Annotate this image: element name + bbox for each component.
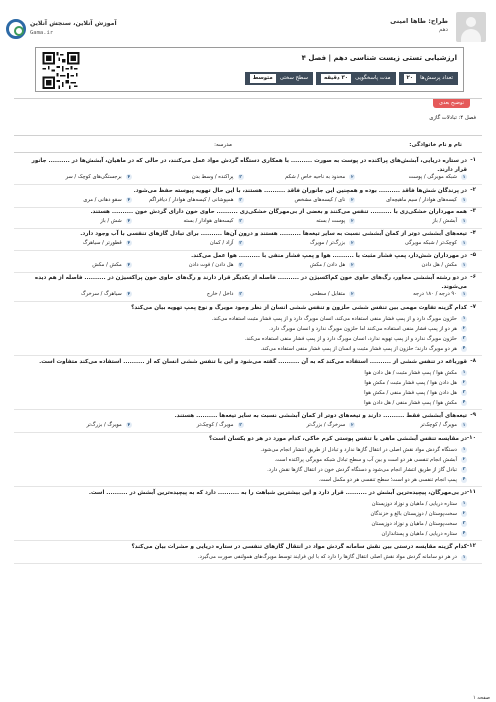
question-item bbox=[14, 358, 482, 410]
option-text: دستگاه گردش مواد نقش اصلی در انتقال گازها ندارد و تبادل از طریق انتشار انجام می‌شود. bbox=[260, 446, 457, 453]
section-bar bbox=[14, 98, 482, 107]
option-text: سخت‌پوستان / ماهیان و نوزاد دوزیستان bbox=[371, 520, 457, 527]
answer-option[interactable] bbox=[244, 240, 356, 247]
option-number-badge: ۲ bbox=[350, 291, 354, 297]
option-number-badge: ۳ bbox=[239, 240, 242, 246]
designer-block bbox=[390, 17, 448, 34]
options-row bbox=[20, 197, 467, 204]
answer-option[interactable] bbox=[355, 197, 467, 204]
designer-name: طراح: طاها امینی bbox=[390, 17, 448, 25]
option-number-badge: ۴ bbox=[127, 291, 131, 297]
answer-option[interactable] bbox=[20, 553, 467, 562]
option-text: آبشش انجام تنفسی هر دو است و بین آب و سطح تبادل شبکه مویرگی پراکنده است. bbox=[274, 456, 457, 463]
chip-difficulty bbox=[245, 72, 313, 85]
option-number-badge: ۳ bbox=[462, 467, 466, 473]
question-number: ۹- bbox=[470, 412, 476, 418]
chip-value: متوسط bbox=[250, 74, 276, 83]
option-number-badge: ۲ bbox=[350, 174, 354, 180]
question-item bbox=[14, 252, 482, 273]
option-text: مکش هوا / پمپ فشار مثبت / هل دادن هوا bbox=[364, 369, 457, 376]
option-number-badge: ۳ bbox=[239, 262, 242, 268]
option-number-badge: ۱ bbox=[462, 262, 466, 268]
option-number-badge: ۲ bbox=[462, 326, 466, 332]
question-number: ۸- bbox=[470, 358, 476, 364]
question-stem: در ستاره دریایی، آبشش‌های پراکنده در پوست به صورت .......... با همکاری دستگاه گردش مواد عمل می‌کنند، در حالی که در ماهیان، آبشش‌ها در .......... جانور قرار دارند. bbox=[31, 158, 467, 173]
question-number: ۱۰- bbox=[466, 435, 476, 441]
option-number-badge: ۳ bbox=[462, 521, 466, 527]
question-number: ۵- bbox=[470, 252, 476, 258]
options-list bbox=[20, 445, 467, 485]
chip-label: مدت پاسخگویی bbox=[355, 75, 391, 82]
question-item bbox=[14, 157, 482, 185]
grade-label: دهم bbox=[438, 27, 448, 34]
question-number: ۲- bbox=[470, 187, 476, 193]
answer-option[interactable] bbox=[20, 334, 467, 344]
option-number-badge: ۴ bbox=[462, 346, 466, 352]
answer-option[interactable] bbox=[20, 291, 132, 298]
options-list bbox=[20, 553, 467, 562]
question-stem: کدام گزینه تفاوت مهمی بین تنفس ششی حلزون و تنفس ششی انسان از نظر وجود مویرگ و نوع پمپ تهویه بیان می‌کند؟ bbox=[131, 305, 467, 311]
option-text: حلزون مویرگ ندارد و از پمپ تهویه ندارد، انسان مویرگ دارد و از پمپ فشار منفی استفاده می‌کند. bbox=[244, 335, 457, 342]
answer-option[interactable] bbox=[20, 455, 467, 465]
avatar bbox=[456, 12, 486, 42]
option-text: مکش / هل دادن bbox=[421, 262, 457, 268]
option-text: در هر دو سامانه گردش مواد نقش اصلی انتقال گازها را دارد که با این فرایند توسط مویرگ‌های همولنفی صورت می‌گیرد. bbox=[197, 554, 457, 561]
option-number-badge: ۲ bbox=[350, 422, 354, 428]
answer-option[interactable] bbox=[20, 398, 467, 408]
option-number-badge: ۲ bbox=[462, 457, 466, 463]
answer-option[interactable] bbox=[20, 509, 467, 519]
option-number-badge: ۲ bbox=[350, 262, 354, 268]
answer-option[interactable] bbox=[132, 262, 244, 269]
answer-option[interactable] bbox=[20, 368, 467, 378]
option-number-badge: ۱ bbox=[462, 240, 466, 246]
question-number: ۱۱- bbox=[466, 489, 476, 495]
option-text: حلزون مویرگ دارد و از پمپ فشار منفی استفاده می‌کند، انسان مویرگ دارد و از پمپ فشار مثبت استفاده می‌کند. bbox=[211, 315, 457, 322]
options-row bbox=[20, 218, 467, 225]
question-item bbox=[14, 187, 482, 208]
section-tag[interactable]: توضیح بعدی bbox=[433, 99, 470, 108]
option-number-badge: ۴ bbox=[127, 197, 131, 203]
option-number-badge: ۴ bbox=[127, 422, 131, 428]
option-number-badge: ۱ bbox=[462, 174, 466, 180]
brand-slogan: آموزش آنلاین، سنجش آنلاین bbox=[30, 20, 117, 27]
option-number-badge: ۴ bbox=[462, 531, 466, 537]
exam-info-box bbox=[35, 47, 464, 92]
question-stem: قورباغه در تنفس ششی از .......... استفاده می‌کند که به آن .......... گفته می‌شود و این با تنفس ششی انسان که از .......... استفاده می‌کند متفاوت است. bbox=[39, 359, 467, 365]
answer-option[interactable] bbox=[355, 422, 467, 429]
answer-option[interactable] bbox=[132, 240, 244, 247]
option-number-badge: ۲ bbox=[462, 380, 466, 386]
option-number-badge: ۱ bbox=[462, 554, 466, 560]
question-stem: در دو رشته آبششی مجاور، رگ‌های حاوی خون کم‌اکسیژن در .......... فاصله از یکدیگر قرار دارند و رگ‌های حاوی خون پراکسیژن در .......... فاصله از هم دیده می‌شوند. bbox=[34, 275, 467, 290]
option-number-badge: ۲ bbox=[350, 197, 354, 203]
answer-option[interactable] bbox=[20, 240, 132, 247]
question-item bbox=[14, 208, 482, 229]
question-stem: در مقایسه تنفس آبششی ماهی با تنفس پوستی کرم خاکی، کدام مورد در هر دو یکسان است؟ bbox=[209, 436, 467, 442]
options-row bbox=[20, 174, 467, 181]
option-text: پراکنده / وسط بدن bbox=[191, 174, 234, 180]
answer-option[interactable] bbox=[244, 291, 356, 298]
answer-option[interactable] bbox=[20, 174, 132, 181]
options-list bbox=[20, 368, 467, 408]
answer-option[interactable] bbox=[20, 529, 467, 539]
question-item bbox=[14, 412, 482, 433]
question-item bbox=[14, 489, 482, 541]
option-text: قطورتر / سیاهرگ bbox=[82, 240, 122, 246]
page-header bbox=[0, 0, 496, 46]
answer-option[interactable] bbox=[20, 324, 467, 334]
option-text: مکش هوا / پمپ فشار منفی / هل دادن هوا bbox=[364, 399, 457, 406]
question-stem: در مهرداران شش‌دار، پمپ فشار مثبت با .......... هوا و پمپ فشار منفی با .......... هوا عمل می‌کند. bbox=[191, 253, 467, 259]
question-number: ۴- bbox=[470, 230, 476, 236]
option-number-badge: ۲ bbox=[462, 511, 466, 517]
answer-option[interactable] bbox=[20, 314, 467, 324]
option-text: مویرگ / بزرگ‌تر bbox=[86, 422, 122, 428]
option-text: مویرگ / کوچک‌تر bbox=[196, 422, 234, 428]
answer-option[interactable] bbox=[244, 262, 356, 269]
answer-option[interactable] bbox=[20, 218, 132, 225]
option-text: آزاد / کمان bbox=[209, 240, 234, 246]
question-stem: همه مهرداران خشکی‌زی با .......... تنفس می‌کنند و بعضی از بی‌مهرگان خشکی‌زی .......... حاوی خون دارای گردش خون .......... هستند. bbox=[90, 209, 467, 215]
option-text: سخت‌پوستان / دوزیستان بالغ و خزندگان bbox=[370, 510, 457, 517]
option-number-badge: ۴ bbox=[127, 262, 131, 268]
answer-option[interactable] bbox=[20, 197, 132, 204]
option-number-badge: ۱ bbox=[462, 218, 466, 224]
option-text: کیسه‌های هوادار / سیم ماهیچه‌ای bbox=[386, 197, 457, 203]
option-number-badge: ۳ bbox=[239, 174, 242, 180]
brand-block bbox=[30, 20, 117, 37]
chip-value: ۲۰ bbox=[404, 74, 417, 83]
name-field-label: نام و نام خانوادگی: bbox=[409, 142, 462, 148]
option-text: محدود به ناحیه خاص / شکم bbox=[285, 174, 346, 180]
option-number-badge: ۴ bbox=[462, 477, 466, 483]
question-stem: کدام گزینه مقایسه درستی بین نقش سامانه گردش مواد در انتقال گازهای تنفسی در ستاره دریایی و حشرات بیان می‌کند؟ bbox=[131, 544, 467, 550]
option-number-badge: ۳ bbox=[462, 390, 466, 396]
option-number-badge: ۱ bbox=[462, 501, 466, 507]
option-number-badge: ۱ bbox=[462, 291, 466, 297]
option-text: ستاره دریایی / ماهیان و نوزاد دوزیستان bbox=[371, 500, 457, 507]
question-number: ۱۲- bbox=[466, 543, 476, 549]
answer-option[interactable] bbox=[20, 388, 467, 398]
option-number-badge: ۴ bbox=[462, 400, 466, 406]
qr-code-icon[interactable] bbox=[42, 52, 80, 89]
answer-option[interactable] bbox=[355, 174, 467, 181]
school-field-label: مدرسه: bbox=[214, 142, 232, 148]
brand-url: Gama.ir bbox=[30, 29, 54, 36]
option-number-badge: ۲ bbox=[350, 240, 354, 246]
answer-option[interactable] bbox=[244, 174, 356, 181]
chip-label: تعداد پرسش‌ها bbox=[420, 75, 453, 82]
options-row bbox=[20, 291, 467, 298]
question-item bbox=[14, 304, 482, 356]
question-number: ۷- bbox=[470, 304, 476, 310]
option-number-badge: ۱ bbox=[462, 447, 466, 453]
question-number: ۱- bbox=[470, 157, 476, 163]
answer-option[interactable] bbox=[20, 262, 132, 269]
option-number-badge: ۴ bbox=[127, 218, 131, 224]
option-text: شبکه مویرگی / پوست bbox=[408, 174, 457, 180]
question-item bbox=[14, 543, 482, 564]
option-text: کوچک‌تر / شبکه مویرگی bbox=[404, 240, 457, 246]
chip-duration bbox=[316, 72, 396, 85]
option-number-badge: ۱ bbox=[462, 197, 466, 203]
chip-question-count bbox=[399, 72, 459, 85]
option-number-badge: ۳ bbox=[239, 218, 242, 224]
option-number-badge: ۱ bbox=[462, 316, 466, 322]
option-text: پمپ انجام تنفسی هر دو است؛ سطح تنفسی هر دو مکمل است. bbox=[318, 476, 457, 483]
option-text: هر دو از پمپ فشار منفی استفاده می‌کنند اما حلزون مویرگ ندارد و انسان مویرگ دارد. bbox=[269, 325, 457, 332]
option-text: آبشش / باز bbox=[432, 218, 457, 224]
option-number-badge: ۴ bbox=[127, 174, 131, 180]
student-info-row bbox=[14, 135, 482, 153]
option-text: بزرگ‌تر / مویرگ bbox=[310, 240, 346, 246]
option-text: هر دو مویرگ دارند؛ حلزون از پمپ فشار مثبت و انسان از پمپ فشار منفی استفاده می‌کند. bbox=[260, 345, 457, 352]
option-number-badge: ۳ bbox=[239, 422, 242, 428]
option-text: نای / کیسه‌های مشخص bbox=[294, 197, 346, 203]
option-text: سیاهرگ / سرخرگ bbox=[81, 291, 122, 297]
answer-option[interactable] bbox=[132, 291, 244, 298]
option-text: برجستگی‌های کوچک / سر bbox=[65, 174, 122, 180]
answer-option[interactable] bbox=[20, 378, 467, 388]
option-text: هل دادن هوا / پمپ فشار منفی / مکش هوا bbox=[364, 389, 457, 396]
page-number: صفحه ۱ bbox=[473, 694, 490, 701]
option-number-badge: ۱ bbox=[462, 422, 466, 428]
answer-option[interactable] bbox=[132, 218, 244, 225]
answer-option[interactable] bbox=[355, 240, 467, 247]
option-number-badge: ۳ bbox=[239, 197, 242, 203]
answer-option[interactable] bbox=[20, 445, 467, 455]
option-number-badge: ۴ bbox=[127, 240, 131, 246]
answer-option[interactable] bbox=[20, 519, 467, 529]
option-number-badge: ۳ bbox=[462, 336, 466, 342]
option-text: متقابل / سطحی bbox=[310, 291, 346, 297]
gama-logo-icon bbox=[6, 19, 26, 39]
question-item bbox=[14, 230, 482, 251]
options-row bbox=[20, 240, 467, 247]
chip-value: ۳۰ دقیقه bbox=[321, 74, 351, 83]
option-text: شش / باز bbox=[100, 218, 122, 224]
question-stem: در بی‌مهرگان، پیچیده‌ترین آبشش در .......... قرار دارد و این بیشترین شباهت را به .......... دارد که به پیچیده‌ترین آبشش در .......... است. bbox=[88, 490, 467, 496]
answer-option[interactable] bbox=[244, 197, 356, 204]
question-item bbox=[14, 435, 482, 487]
option-number-badge: ۲ bbox=[350, 218, 354, 224]
option-text: پوست / بسته bbox=[316, 218, 346, 224]
options-row bbox=[20, 262, 467, 269]
answer-option[interactable] bbox=[355, 291, 467, 298]
question-number: ۶- bbox=[470, 274, 476, 280]
answer-option[interactable] bbox=[244, 422, 356, 429]
option-text: ستاره دریایی / ماهیان و پستانداران bbox=[381, 530, 457, 537]
option-text: هل دادن هوا / پمپ فشار مثبت / مکش هوا bbox=[364, 379, 457, 386]
question-stem: تیغه‌های آبششی فقط .......... دارند و تیغه‌های دوتر از کمان آبششی نسبت به سایر تیغه‌ها .......... هستند. bbox=[174, 413, 467, 419]
option-text: هل دادن / مکش bbox=[309, 262, 346, 268]
answer-option[interactable] bbox=[244, 218, 356, 225]
answer-option[interactable] bbox=[132, 174, 244, 181]
option-text: مکش / مکش bbox=[92, 262, 122, 268]
option-text: مویرگ / کوچک‌تر bbox=[420, 422, 457, 428]
answer-option[interactable] bbox=[20, 422, 132, 429]
option-text: همپوشانی / کیسه‌های هوادار / دیافراگم bbox=[149, 197, 234, 203]
options-row bbox=[20, 422, 467, 429]
option-number-badge: ۱ bbox=[462, 370, 466, 376]
option-text: هل دادن / فوت دادن bbox=[188, 262, 234, 268]
answer-option[interactable] bbox=[20, 475, 467, 485]
exam-meta-chips bbox=[245, 72, 458, 85]
option-text: تبادل گاز از طریق انتشار انجام می‌شود و دستگاه گردش خون در انتقال گازها نقش دارد. bbox=[267, 466, 457, 473]
answer-option[interactable] bbox=[132, 197, 244, 204]
option-text: سرخرگ / بزرگ‌تر bbox=[306, 422, 346, 428]
option-text: کیسه‌های هوادار / بسته bbox=[183, 218, 234, 224]
chip-label: سطح سختی bbox=[279, 75, 308, 82]
question-stem: در پرندگان شش‌ها فاقد .......... بوده و همچنین این جانوران فاقد .......... هستند، با این حال تهویه پیوسته حفظ می‌شود. bbox=[133, 188, 467, 194]
option-text: داخل / خارج bbox=[206, 291, 234, 297]
options-list bbox=[20, 314, 467, 354]
question-number: ۳- bbox=[470, 208, 476, 214]
option-text: سقو دهانی / مری bbox=[83, 197, 122, 203]
question-item bbox=[14, 274, 482, 302]
question-stem: تیغه‌های آبششی دوتر از کمان آبششی نسبت به سایر تیغه‌ها .......... هستند و درون آن‌ها .......... برای تبادل گازهای تنفسی با آب وجود دارد. bbox=[80, 231, 467, 237]
answer-option[interactable] bbox=[20, 344, 467, 354]
option-text: ۹۰ درجه / ۱۸۰ درجه bbox=[413, 291, 457, 297]
answer-option[interactable] bbox=[355, 218, 467, 225]
options-list bbox=[20, 499, 467, 539]
chapter-label: فصل ۴: تبادلات گازی bbox=[429, 115, 476, 121]
option-number-badge: ۳ bbox=[239, 291, 242, 297]
answer-option[interactable] bbox=[20, 499, 467, 509]
answer-option[interactable] bbox=[20, 465, 467, 475]
answer-option[interactable] bbox=[132, 422, 244, 429]
answer-option[interactable] bbox=[355, 262, 467, 269]
exam-title: ارزشیابی تستی زیست شناسی دهم | فصل ۴ bbox=[301, 54, 457, 62]
